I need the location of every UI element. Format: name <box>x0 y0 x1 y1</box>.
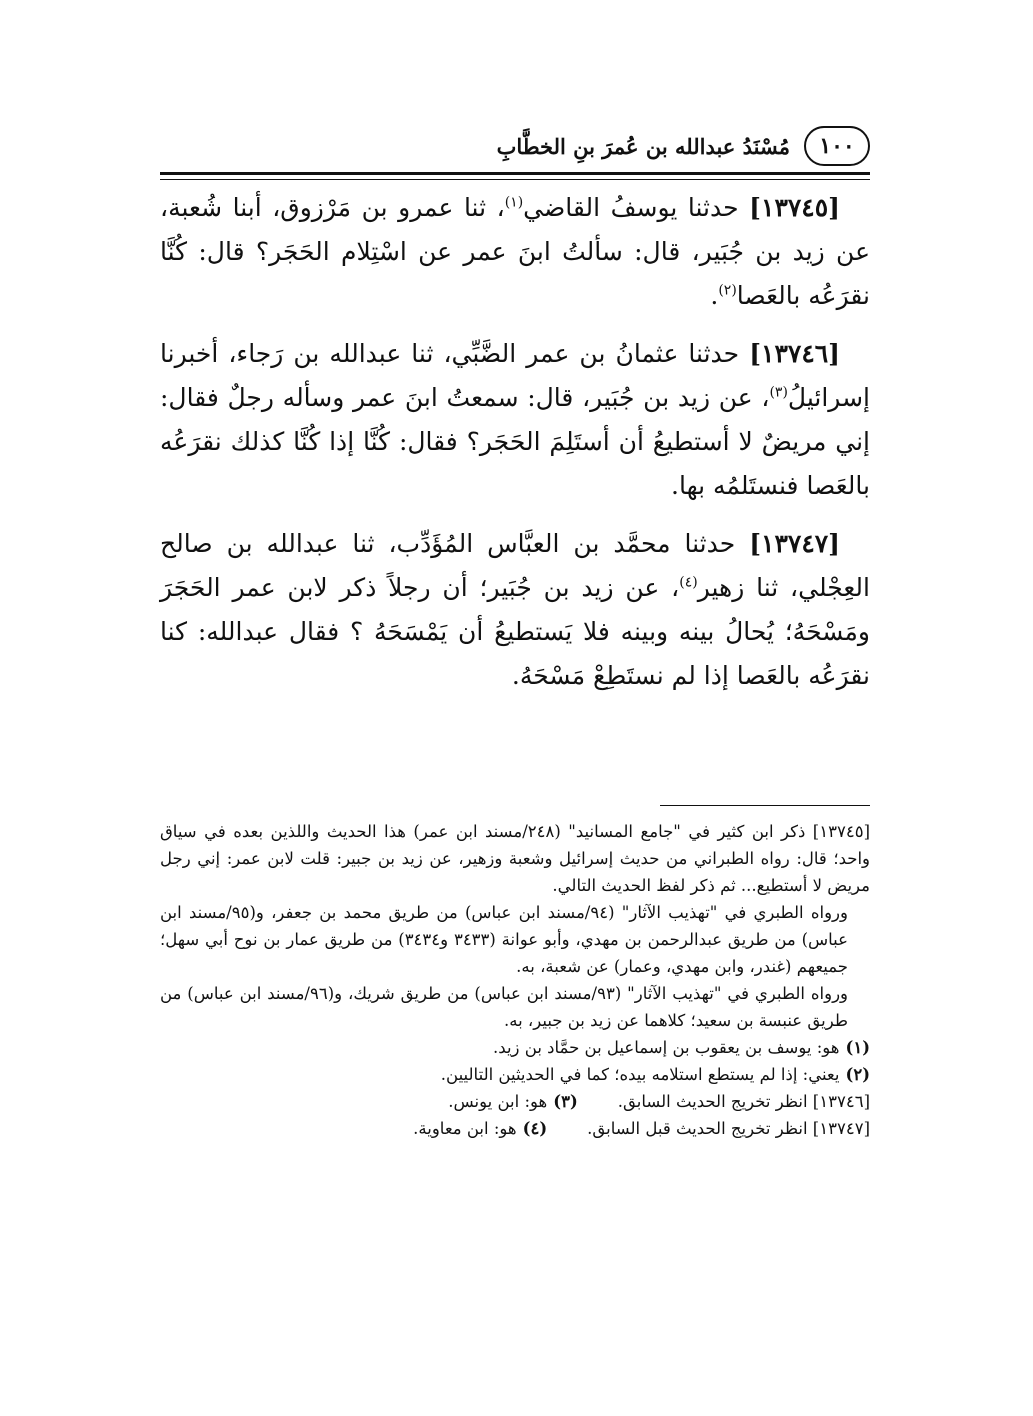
footnote-row <box>160 1088 870 1115</box>
hadith-text: ، ثنا عمرو بن مَرْزوق، أبنا شُعبة، عن زيد بن جُبَير، قال: سألتُ ابنَ عمر عن اسْتِلام الحَجَر؟ قال: كُنَّا نقرَعُه بالعَصا <box>160 193 870 310</box>
footnote-text: هو: ابن يونس. <box>448 1092 548 1111</box>
footnote <box>160 1061 870 1088</box>
footnotes-area <box>160 818 870 1142</box>
hadith-text: ، عن زيد بن جُبَير، قال: سمعتُ ابنَ عمر وسأله رجلٌ فقال: إني مريضٌ لا أستطيعُ أن أستَلِمَ الحَجَر؟ فقال: كُنَّا إذا كُنَّا كذلك نقرَعُه بالعَصا فنستَلمُه بها. <box>160 383 870 500</box>
takhrij-note: ورواه الطبري في "تهذيب الآثار" (٩٤/مسند ابن عباس) من طريق محمد بن جعفر، و(٩٥/مسند ابن عباس) من طريق عبدالرحمن بن مهدي، وأبو عوانة (٣٤٣٣ و٣٤٣٤) من طريق عمار بن نوح أبي سهل؛ جميعهم (غندر، وابن مهدي، وعمار) عن شعبة، به. <box>160 903 849 976</box>
running-title: مُسْنَدُ عبدالله بن عُمرَ بنِ الخطَّابِ <box>496 133 790 159</box>
hadith-number: [١٣٧٤٦] <box>749 339 841 368</box>
footnote-ref: (٣) <box>769 384 788 401</box>
footnote-text: يعني: إذا لم يستطع استلامه بيده؛ كما في الحديثين التاليين. <box>440 1065 840 1084</box>
hadith-number: [١٣٧٤٧] <box>749 529 841 558</box>
hadith-paragraph <box>160 186 870 318</box>
hadith-text: حدثنا يوسفُ القاضي <box>523 193 739 222</box>
takhrij-note: ورواه الطبري في "تهذيب الآثار" (٩٣/مسند ابن عباس) من طريق شريك، و(٩٦/مسند ابن عباس) من طريق عنبسة بن سعيد؛ كلاهما عن زيد بن جبير، به. <box>160 984 849 1030</box>
footnote <box>160 1034 870 1061</box>
book-page <box>160 108 870 1348</box>
footnote-ref: (٤) <box>679 574 698 591</box>
footnote-number: (٣) <box>553 1092 578 1111</box>
takhrij-note: [١٣٧٤٥] ذكر ابن كثير في "جامع المسانيد" (٢٤٨/مسند ابن عمر) هذا الحديث واللذين بعده في سياق واحد؛ قال: رواه الطبراني من حديث إسرائيل وشعبة وزهير، عن زيد بن جبير: قلت لابن عمر: إني رجل مريض لا أستطيع... ثم ذكر لفظ الحديث التالي. <box>160 822 870 895</box>
footnote <box>448 1088 578 1115</box>
page-header <box>160 118 870 174</box>
header-rule-thick <box>160 172 870 175</box>
footnote-text: هو: يوسف بن يعقوب بن إسماعيل بن حمَّاد بن زيد. <box>493 1038 840 1057</box>
footnote-ref: (١) <box>504 194 524 211</box>
hadith-paragraph <box>160 332 870 508</box>
footnote-number: (٤) <box>522 1119 548 1138</box>
hadith-text: ، عن زيد بن جُبَير؛ أن رجلاً ذكر لابن عمر الحَجَرَ ومَسْحَهُ؛ يُحالُ بينه وبينه فلا يَستطيعُ أن يَمْسَحَهُ ؟ فقال عبدالله: كنا نقرَعُه بالعَصا إذا لم نستَطِعْ مَسْحَهُ. <box>160 573 870 690</box>
hadith-text: . <box>710 281 719 310</box>
footnote-number: (٢) <box>845 1065 870 1084</box>
page-number: ١٠٠ <box>804 126 870 166</box>
main-text <box>160 186 870 712</box>
footnote-rule <box>660 805 870 806</box>
footnote-ref: (٢) <box>718 282 737 299</box>
takhrij-note: [١٣٧٤٧] انظر تخريج الحديث قبل السابق. <box>587 1119 870 1138</box>
hadith-paragraph <box>160 522 870 698</box>
footnote-number: (١) <box>845 1038 870 1057</box>
hadith-text: حدثنا محمَّد بن العبَّاس المُؤَدِّب، ثنا عبدالله بن صالح العِجْلي، ثنا زهير <box>160 529 870 602</box>
takhrij-note: [١٣٧٤٦] انظر تخريج الحديث السابق. <box>617 1092 870 1111</box>
hadith-text: حدثنا عثمانُ بن عمر الضَّبِّي، ثنا عبدالله بن رَجاء، أخبرنا إسرائيلُ <box>160 339 870 412</box>
footnote-row <box>160 1115 870 1142</box>
footnote <box>413 1115 547 1142</box>
hadith-number: [١٣٧٤٥] <box>749 193 840 222</box>
footnote-text: هو: ابن معاوية. <box>413 1119 517 1138</box>
header-rule-thin <box>160 179 870 180</box>
